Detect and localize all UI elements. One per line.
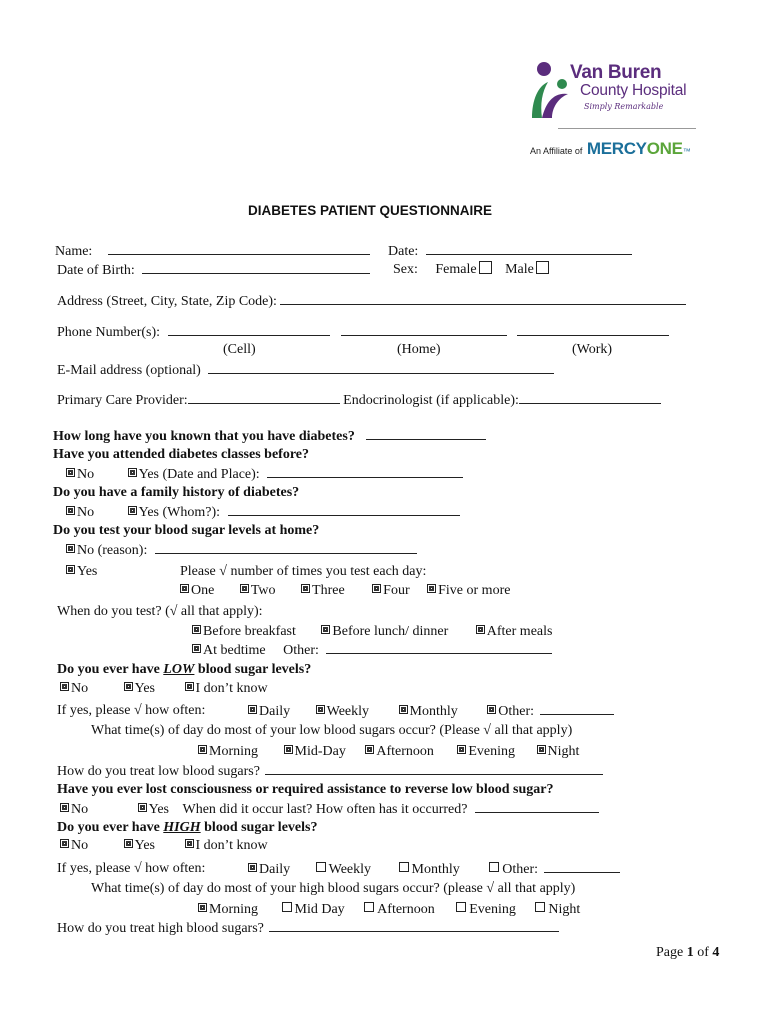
page-number: Page 1 of 4 <box>656 945 720 960</box>
classes-yes-checkbox[interactable] <box>128 468 137 477</box>
low-night-checkbox[interactable] <box>537 745 546 754</box>
before-breakfast-checkbox[interactable] <box>192 625 201 634</box>
lost-yes-checkbox[interactable] <box>138 803 147 812</box>
low-ifyes: If yes, please √ how often: <box>57 703 206 718</box>
q-lost: Have you ever lost consciousness or required assistance to reverse low blood sugar? <box>57 782 554 797</box>
email-row <box>57 361 554 379</box>
page-title: DIABETES PATIENT QUESTIONNAIRE <box>248 203 493 218</box>
phone-label: Phone Number(s): <box>57 325 161 340</box>
low-evening-checkbox[interactable] <box>457 745 466 754</box>
low-no-label: No <box>71 681 89 696</box>
high-treat-row <box>57 919 559 937</box>
pcp-field[interactable] <box>188 391 340 404</box>
after-meals-checkbox[interactable] <box>476 625 485 634</box>
test-yes-checkbox[interactable] <box>66 565 75 574</box>
known-field[interactable] <box>366 427 486 440</box>
high-tod-options <box>198 901 580 918</box>
family-yes-checkbox[interactable] <box>128 506 137 515</box>
dob-label: Date of Birth: <box>57 263 135 278</box>
low-other-label: Other: <box>498 704 535 719</box>
times-three-checkbox[interactable] <box>301 584 310 593</box>
high-yes-checkbox[interactable] <box>124 839 133 848</box>
when-test: When do you test? (√ all that apply): <box>57 604 263 619</box>
date-label: Date: <box>388 244 419 259</box>
high-weekly-checkbox[interactable] <box>316 862 326 872</box>
sex-row <box>393 261 549 278</box>
low-morning-label: Morning <box>209 744 258 759</box>
classes-no-checkbox[interactable] <box>66 468 75 477</box>
low-treat-label: How do you treat low blood sugars? <box>57 764 260 779</box>
high-night-label: Night <box>548 902 581 917</box>
date-field[interactable] <box>426 242 632 255</box>
times-three-label: Three <box>312 583 345 598</box>
family-no-checkbox[interactable] <box>66 506 75 515</box>
high-midday-checkbox[interactable] <box>282 902 292 912</box>
low-weekly-label: Weekly <box>326 704 370 719</box>
test-no-field[interactable] <box>155 541 417 554</box>
email-field[interactable] <box>208 361 554 374</box>
low-yes-label: Yes <box>134 681 155 696</box>
high-no-label: No <box>71 838 89 853</box>
when-options <box>192 623 552 640</box>
high-morning-checkbox[interactable] <box>198 903 207 912</box>
test-no-checkbox[interactable] <box>66 544 75 553</box>
high-midday-label: Mid Day <box>294 902 345 917</box>
times-two-label: Two <box>250 583 276 598</box>
bedtime-label: At bedtime <box>203 643 266 658</box>
test-yes-row <box>66 563 97 580</box>
before-lunch-checkbox[interactable] <box>321 625 330 634</box>
address-label: Address (Street, City, State, Zip Code): <box>57 294 277 309</box>
after-meals-label: After meals <box>486 624 553 639</box>
address-row <box>57 292 686 310</box>
email-label: E-Mail address (optional) <box>57 363 201 378</box>
work-phone-field[interactable] <box>517 323 669 336</box>
logo-tagline: Simply Remarkable <box>584 102 664 111</box>
high-treat-label: How do you treat high blood sugars? <box>57 921 264 936</box>
low-times-q: What time(s) of day do most of your low blood sugars occur? (Please √ all that apply) <box>91 723 573 738</box>
classes-yes-field[interactable] <box>267 465 463 478</box>
low-emphasis: LOW <box>163 662 195 677</box>
male-label: Male <box>505 262 534 277</box>
affiliate-prefix: An Affiliate of <box>530 146 583 156</box>
high-daily-checkbox[interactable] <box>248 863 257 872</box>
high-ifyes: If yes, please √ how often: <box>57 861 206 876</box>
low-other-checkbox[interactable] <box>487 705 496 714</box>
times-four-label: Four <box>383 583 410 598</box>
low-no-checkbox[interactable] <box>60 682 69 691</box>
low-daily-checkbox[interactable] <box>248 705 257 714</box>
high-other-checkbox[interactable] <box>489 862 499 872</box>
high-yes-label: Yes <box>134 838 155 853</box>
affiliate-line <box>530 139 691 159</box>
high-weekly-label: Weekly <box>328 862 372 877</box>
lost-no-label: No <box>71 802 89 817</box>
sex-label: Sex: <box>393 262 418 277</box>
hospital-logo <box>528 60 708 130</box>
lost-no-checkbox[interactable] <box>60 803 69 812</box>
low-monthly-checkbox[interactable] <box>399 705 408 714</box>
family-no-label: No <box>77 505 95 520</box>
low-unknown-label: I don’t know <box>195 681 268 696</box>
high-unknown-label: I don’t know <box>195 838 268 853</box>
high-freq-options <box>248 860 620 878</box>
low-tod-options <box>198 743 579 760</box>
classes-no-label: No <box>77 467 95 482</box>
low-night-label: Night <box>547 744 580 759</box>
before-lunch-label: Before lunch/ dinner <box>332 624 449 639</box>
low-morning-checkbox[interactable] <box>198 745 207 754</box>
low-evening-label: Evening <box>468 744 516 759</box>
logo-divider <box>558 128 696 129</box>
cell-caption: (Cell) <box>223 342 256 357</box>
home-phone-field[interactable] <box>341 323 507 336</box>
high-other-label: Other: <box>502 862 539 877</box>
test-no-label: No (reason): <box>77 543 148 558</box>
affiliate-brand: MERCYONE <box>586 139 683 158</box>
times-four-checkbox[interactable] <box>372 584 381 593</box>
low-daily-label: Daily <box>259 704 291 719</box>
name-field[interactable] <box>108 242 370 255</box>
times-one-checkbox[interactable] <box>180 584 189 593</box>
cell-phone-field[interactable] <box>168 323 330 336</box>
times-five-label: Five or more <box>438 583 511 598</box>
high-treat-field[interactable] <box>269 919 559 932</box>
trademark: ™ <box>682 147 691 156</box>
high-monthly-checkbox[interactable] <box>399 862 409 872</box>
q-test: Do you test your blood sugar levels at home? <box>53 523 320 538</box>
work-caption: (Work) <box>572 342 613 357</box>
lost-options <box>60 800 599 818</box>
endo-field[interactable] <box>519 391 661 404</box>
low-afternoon-checkbox[interactable] <box>365 745 374 754</box>
high-night-checkbox[interactable] <box>535 902 545 912</box>
address-field[interactable] <box>280 292 686 305</box>
male-checkbox[interactable] <box>536 261 549 274</box>
low-options <box>60 680 268 697</box>
lost-when-label: When did it occur last? How often has it occurred? <box>182 802 468 817</box>
dob-field[interactable] <box>142 261 370 274</box>
q-family: Do you have a family history of diabetes? <box>53 485 300 500</box>
low-monthly-label: Monthly <box>409 704 458 719</box>
family-yes-label: Yes (Whom?): <box>138 505 221 520</box>
name-label: Name: <box>55 244 93 259</box>
when-other-field[interactable] <box>326 641 552 654</box>
high-times-q: What time(s) of day do most of your high blood sugars occur? (please √ all that apply) <box>91 881 576 896</box>
family-yes-field[interactable] <box>228 503 460 516</box>
female-label: Female <box>435 262 477 277</box>
high-monthly-label: Monthly <box>411 862 460 877</box>
times-one-label: One <box>191 583 215 598</box>
test-no-row <box>66 541 417 559</box>
family-options <box>66 503 460 521</box>
date-row <box>388 242 632 260</box>
home-caption: (Home) <box>397 342 441 357</box>
times-two-checkbox[interactable] <box>240 584 249 593</box>
high-daily-label: Daily <box>259 862 291 877</box>
high-evening-checkbox[interactable] <box>456 902 466 912</box>
low-midday-label: Mid-Day <box>294 744 346 759</box>
times-five-checkbox[interactable] <box>427 584 436 593</box>
low-unknown-checkbox[interactable] <box>185 682 194 691</box>
name-row <box>55 242 370 260</box>
low-treat-row <box>57 762 603 780</box>
low-weekly-checkbox[interactable] <box>316 705 325 714</box>
q-low: Do you ever have LOW blood sugar levels? <box>57 662 312 677</box>
test-yes-label: Yes <box>77 564 98 579</box>
logo-name-line2: County Hospital <box>580 82 687 99</box>
bedtime-row <box>192 641 552 659</box>
pcp-label: Primary Care Provider: <box>57 393 188 408</box>
low-freq-options <box>248 702 614 720</box>
q-known: How long have you known that you have diabetes? <box>53 429 355 444</box>
lost-yes-label: Yes <box>148 802 169 817</box>
high-no-checkbox[interactable] <box>60 839 69 848</box>
test-times-options <box>180 582 510 599</box>
low-other-field[interactable] <box>540 702 614 715</box>
when-other-label: Other: <box>283 643 319 658</box>
high-afternoon-checkbox[interactable] <box>364 902 374 912</box>
phone-row <box>57 323 669 341</box>
high-other-field[interactable] <box>544 860 620 873</box>
high-afternoon-label: Afternoon <box>377 902 435 917</box>
low-yes-checkbox[interactable] <box>124 682 133 691</box>
low-midday-checkbox[interactable] <box>284 745 293 754</box>
q-known-row <box>53 427 486 445</box>
female-checkbox[interactable] <box>479 261 492 274</box>
lost-when-field[interactable] <box>475 800 599 813</box>
high-unknown-checkbox[interactable] <box>185 839 194 848</box>
dob-row <box>57 261 370 279</box>
classes-yes-label: Yes (Date and Place): <box>138 467 260 482</box>
high-evening-label: Evening <box>469 902 516 917</box>
high-options <box>60 837 268 854</box>
logo-name-line1: Van Buren <box>570 62 662 83</box>
test-please: Please √ number of times you test each day: <box>180 564 427 579</box>
q-classes: Have you attended diabetes classes before? <box>53 447 309 462</box>
bedtime-checkbox[interactable] <box>192 644 201 653</box>
low-treat-field[interactable] <box>265 762 603 775</box>
high-emphasis: HIGH <box>163 820 201 835</box>
low-afternoon-label: Afternoon <box>376 744 434 759</box>
q-high: Do you ever have HIGH blood sugar levels? <box>57 820 318 835</box>
high-morning-label: Morning <box>209 902 258 917</box>
provider-row <box>57 391 661 409</box>
endo-label: Endocrinologist (if applicable): <box>343 393 519 408</box>
before-breakfast-label: Before breakfast <box>203 624 296 639</box>
classes-options <box>66 465 463 483</box>
